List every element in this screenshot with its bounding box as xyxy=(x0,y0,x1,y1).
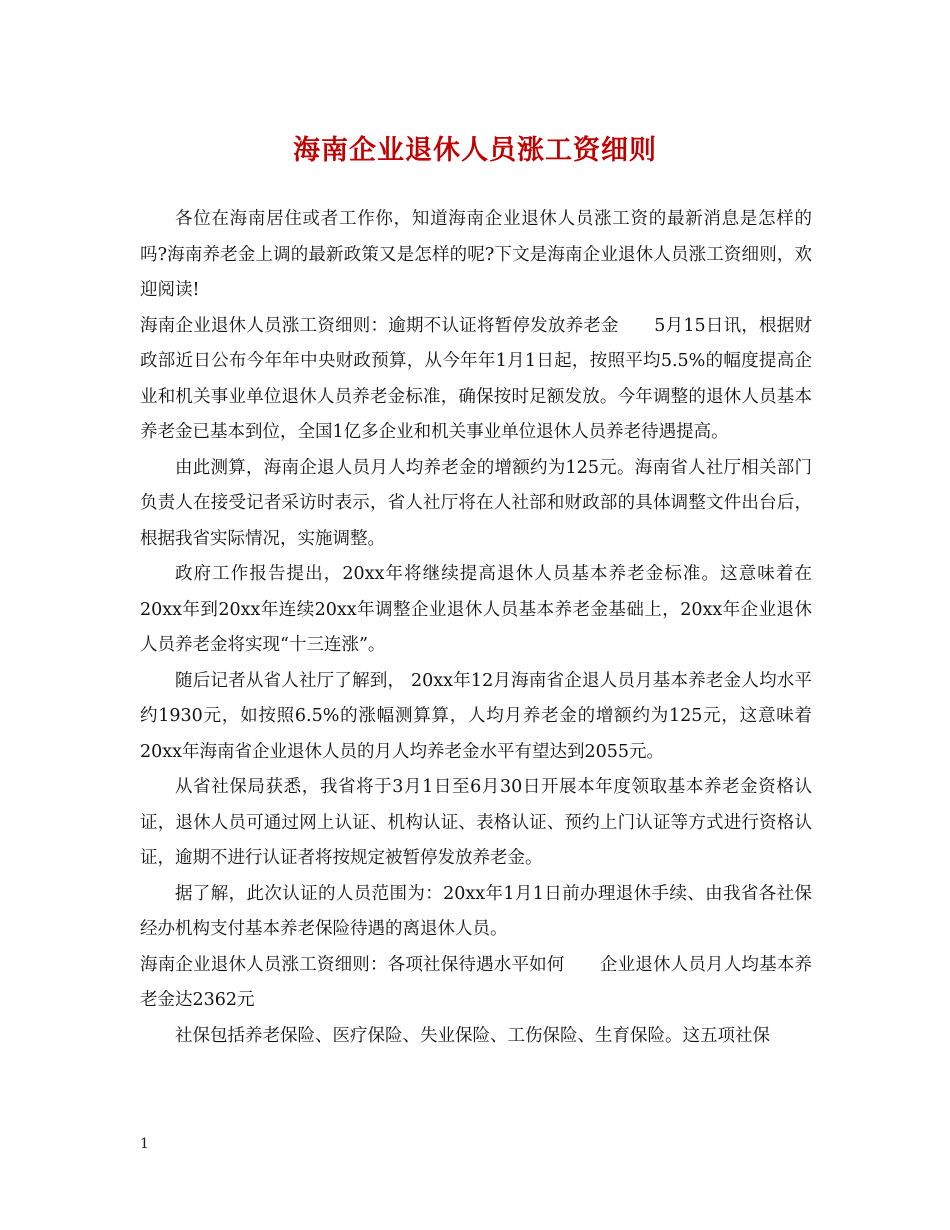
paragraph: 海南企业退休人员涨工资细则：逾期不认证将暂停发放养老金 5月15日讯，根据财政部近日公布今年年中央财政预算，从今年年1月1日起，按照平均5.5%的幅度提高企业和机关事业单位退休人员养老金标准，确保按时足额发放。今年调整的退休人员基本养老金已基本到位，全国1亿多企业和机关事业单位退休人员养老待遇提高。 xyxy=(140,315,812,442)
paragraph: 由此测算，海南企退人员月人均养老金的增额约为125元。海南省人社厅相关部门负责人在接受记者采访时表示，省人社厅将在人社部和财政部的具体调整文件出台后，根据我省实际情况，实施调整。 xyxy=(140,457,812,549)
paragraph: 海南企业退休人员涨工资细则：各项社保待遇水平如何 企业退休人员月人均基本养老金达2362元 xyxy=(140,954,812,1010)
paragraph: 从省社保局获悉，我省将于3月1日至6月30日开展本年度领取基本养老金资格认证，退休人员可通过网上认证、机构认证、表格认证、预约上门认证等方式进行资格认证，逾期不进行认证者将按规定被暂停发放养老金。 xyxy=(140,777,812,868)
paragraph: 社保包括养老保险、医疗保险、失业保险、工伤保险、生育保险。这五项社保 xyxy=(175,1025,770,1046)
paragraph: 各位在海南居住或者工作你，知道海南企业退休人员涨工资的最新消息是怎样的吗?海南养老金上调的最新政策又是怎样的呢?下文是海南企业退休人员涨工资细则，欢迎阅读! xyxy=(140,209,812,300)
paragraph: 政府工作报告提出，20xx年将继续提高退休人员基本养老金标准。这意味着在20xx年到20xx年连续20xx年调整企业退休人员基本养老金基础上，20xx年企业退休人员养老金将实现“十三连涨”。 xyxy=(140,564,812,655)
paragraph: 据了解，此次认证的人员范围为：20xx年1月1日前办理退休手续、由我省各社保经办机构支付基本养老保险待遇的离退休人员。 xyxy=(140,883,812,939)
document-title: 海南企业退休人员涨工资细则 xyxy=(293,135,657,166)
document-body xyxy=(140,202,812,1054)
page-number: 1 xyxy=(140,1136,149,1152)
paragraph: 随后记者从省人社厅了解到， 20xx年12月海南省企退人员月基本养老金人均水平约1930元，如按照6.5%的涨幅测算算，人均月养老金的增额约为125元，这意味着20xx年海南省企业退休人员的月人均养老金水平有望达到2055元。 xyxy=(140,670,812,762)
